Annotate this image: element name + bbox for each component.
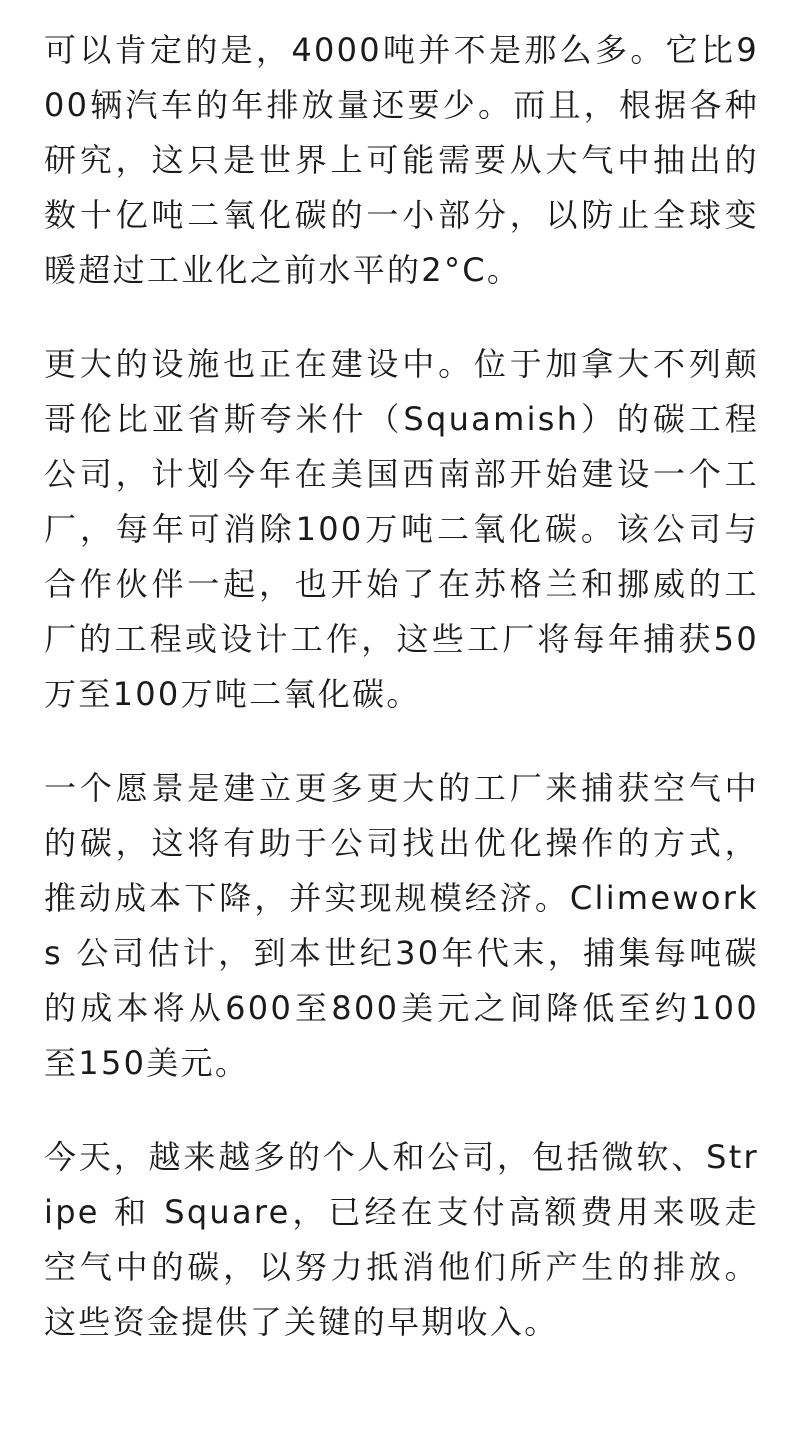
article-paragraph: 今天，越来越多的个人和公司，包括微软、Stripe 和 Square，已经在支付高额费用来吸走空气中的碳，以努力抵消他们所产生的排放。这些资金提供了关键的早期收入。 — [44, 1138, 759, 1341]
article-paragraph: 一个愿景是建立更多更大的工厂来捕获空气中的碳，这将有助于公司找出优化操作的方式，推动成本下降，并实现规模经济。Climeworks 公司估计，到本世纪30年代末，捕集每吨碳的成本将从600至800美元之间降低至约100至150美元。 — [44, 769, 759, 1082]
article-paragraph: 可以肯定的是，4000吨并不是那么多。它比900辆汽车的年排放量还要少。而且，根据各种研究，这只是世界上可能需要从大气中抽出的数十亿吨二氧化碳的一小部分，以防止全球变暖超过工业化之前水平的2°C。 — [44, 31, 759, 289]
article-paragraph: 更大的设施也正在建设中。位于加拿大不列颠哥伦比亚省斯夸米什（Squamish）的碳工程公司，计划今年在美国西南部开始建设一个工厂，每年可消除100万吨二氧化碳。该公司与合作伙伴一起，也开始了在苏格兰和挪威的工厂的工程或设计工作，这些工厂将每年捕获50万至100万吨二氧化碳。 — [44, 345, 759, 713]
